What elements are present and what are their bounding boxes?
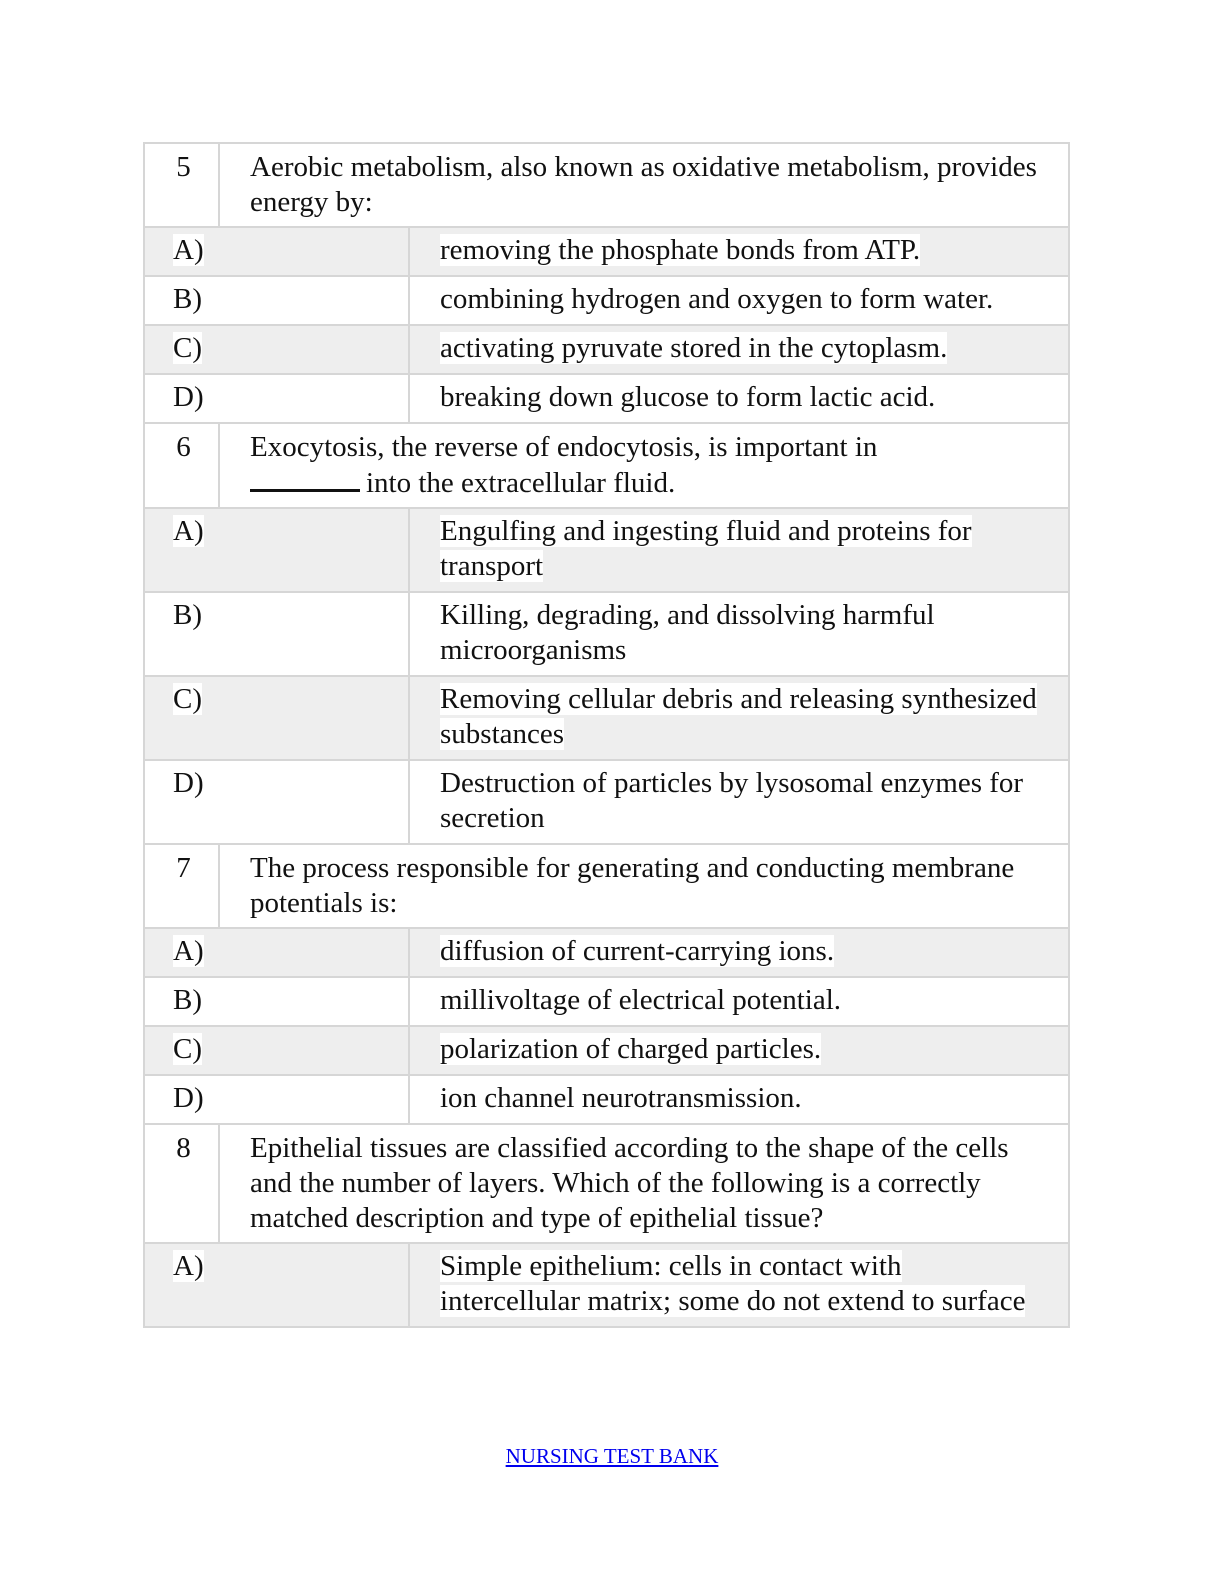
question-number: 6 (145, 424, 220, 507)
question-stem: The process responsible for generating and conducting membrane potentials is: (250, 852, 1015, 919)
option-letter: B) (173, 599, 202, 631)
option-letter: A) (173, 234, 204, 266)
question-number: 8 (145, 1125, 220, 1242)
question-stem-after-blank: into the extracellular fluid. (366, 467, 676, 499)
nursing-test-bank-link[interactable]: NURSING TEST BANK (505, 1444, 719, 1468)
option-row (145, 929, 1070, 978)
fill-in-blank (250, 465, 360, 492)
option-text: combining hydrogen and oxygen to form water. (440, 283, 994, 315)
option-text: millivoltage of electrical potential. (440, 984, 842, 1016)
question-stem (220, 424, 1068, 507)
option-row (145, 375, 1070, 424)
option-row (145, 228, 1070, 277)
option-text: Removing cellular debris and releasing synthesized substances (440, 683, 1037, 750)
question-number: 5 (145, 144, 220, 226)
option-row (145, 677, 1070, 761)
page-footer (0, 1444, 1224, 1469)
question-table (143, 142, 1070, 1328)
option-letter: D) (173, 1082, 204, 1114)
question-row (145, 424, 1070, 509)
option-letter: C) (173, 332, 202, 364)
option-letter: A) (173, 515, 204, 547)
option-row (145, 509, 1070, 593)
question-stem-before-blank: Exocytosis, the reverse of endocytosis, is important in (250, 431, 878, 463)
option-letter: A) (173, 935, 204, 967)
option-row (145, 978, 1070, 1027)
option-text: removing the phosphate bonds from ATP. (440, 234, 921, 266)
option-text: Destruction of particles by lysosomal enzymes for secretion (440, 767, 1024, 834)
option-row (145, 326, 1070, 375)
option-text: Simple epithelium: cells in contact with intercellular matrix; some do not extend to surface (440, 1250, 1026, 1317)
option-row (145, 277, 1070, 326)
question-stem: Epithelial tissues are classified according to the shape of the cells and the number of layers. Which of the following is a correctly matched description and type of epithelial tissue? (250, 1132, 1009, 1234)
option-letter: D) (173, 381, 204, 413)
option-text: Engulfing and ingesting fluid and proteins for transport (440, 515, 972, 582)
question-stem: Aerobic metabolism, also known as oxidative metabolism, provides energy by: (250, 151, 1037, 218)
option-row (145, 593, 1070, 677)
option-text: activating pyruvate stored in the cytoplasm. (440, 332, 948, 364)
question-row (145, 1125, 1070, 1244)
question-row (145, 845, 1070, 929)
question-number: 7 (145, 845, 220, 927)
option-row (145, 1027, 1070, 1076)
option-text: breaking down glucose to form lactic acid. (440, 381, 936, 413)
option-text: ion channel neurotransmission. (440, 1082, 802, 1114)
option-row (145, 761, 1070, 845)
question-row (145, 144, 1070, 228)
option-letter: C) (173, 683, 202, 715)
option-text: diffusion of current-carrying ions. (440, 935, 835, 967)
option-letter: D) (173, 767, 204, 799)
option-row (145, 1076, 1070, 1125)
option-row (145, 1244, 1070, 1328)
option-text: polarization of charged particles. (440, 1033, 822, 1065)
option-letter: A) (173, 1250, 204, 1282)
option-letter: B) (173, 984, 202, 1016)
option-letter: C) (173, 1033, 202, 1065)
option-letter: B) (173, 283, 202, 315)
option-text: Killing, degrading, and dissolving harmful microorganisms (440, 599, 935, 666)
